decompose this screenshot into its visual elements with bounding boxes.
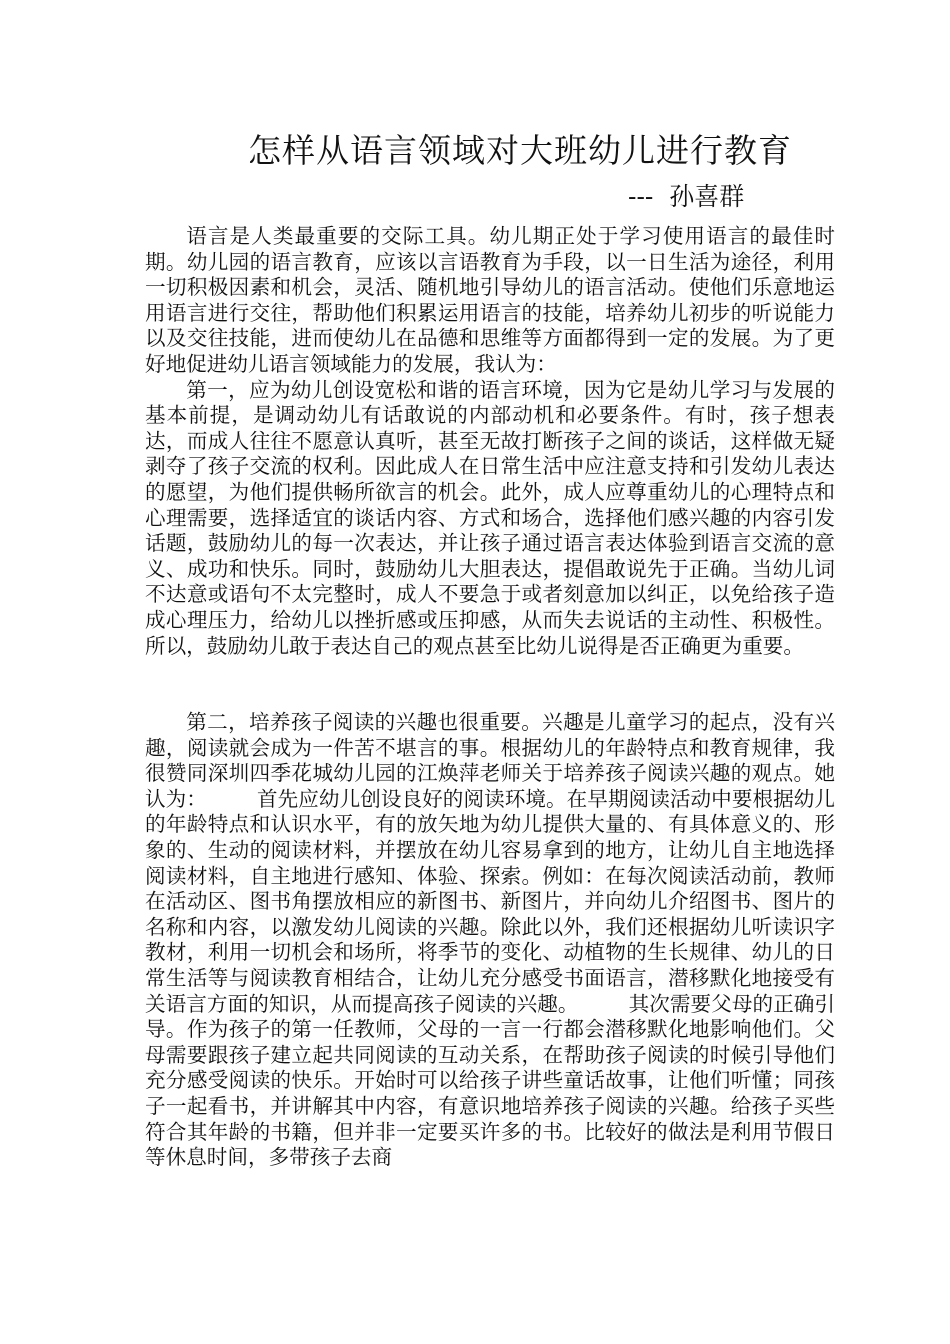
- document-title: 怎样从语言领域对大班幼儿进行教育: [248, 131, 792, 170]
- paragraph-first-point: 第一，应为幼儿创设宽松和谐的语言环境，因为它是幼儿学习与发展的基本前提，是调动幼儿有话敢说的内部动机和必要条件。有时，孩子想表达，而成人往往不愿意认真听，甚至无故打断孩子之间的谈话，这样做无疑剥夺了孩子交流的权利。因此成人在日常生活中应注意支持和引发幼儿表达的愿望，为他们提供畅所欲言的机会。此外，成人应尊重幼儿的心理特点和心理需要，选择适宜的谈话内容、方式和场合，选择他们感兴趣的内容引发话题，鼓励幼儿的每一次表达，并让孩子通过语言表达体验到语言交流的意义、成功和快乐。同时，鼓励幼儿大胆表达，提倡敢说先于正确。当幼儿词不达意或语句不太完整时，成人不要急于或者刻意加以纠正，以免给孩子造成心理压力，给幼儿以挫折感或压抑感，从而失去说话的主动性、积极性。所以，鼓励幼儿敢于表达自己的观点甚至比幼儿说得是否正确更为重要。: [145, 377, 835, 658]
- second-point-reading-environment: 首先应幼儿创设良好的阅读环境。在早期阅读活动中要根据幼儿的年龄特点和认识水平，有的放矢地为幼儿提供大量的、有具体意义的、形象的、生动的阅读材料，并摆放在幼儿容易拿到的地方，让幼儿自主地选择阅读材料，自主地进行感知、体验、探索。例如：在每次阅读活动前，教师在活动区、图书角摆放相应的新图书、新图片，并向幼儿介绍图书、图片的名称和内容，以激发幼儿阅读的兴趣。除此以外，我们还根据幼儿听读识字教材，利用一切机会和场所，将季节的变化、动植物的生长规律、幼儿的日常生活等与阅读教育相结合，让幼儿充分感受书面语言，潜移默化地接受有关语言方面的知识，从而提高孩子阅读的兴趣。: [145, 786, 835, 1016]
- paragraph-second-point: [145, 710, 835, 1171]
- second-point-intro: 第二，培养孩子阅读的兴趣也很重要。兴趣是儿童学习的起点，没有兴趣，阅读就会成为一件苦不堪言的事。根据幼儿的年龄特点和教育规律，我很赞同深圳四季花城幼儿园的江焕萍老师关于培养孩子阅读兴趣的观点。她认为：: [145, 710, 835, 811]
- author-line: --- 孙喜群: [628, 182, 745, 211]
- document-body: [145, 224, 835, 1171]
- second-point-parent-guidance: 其次需要父母的正确引导。作为孩子的第一任教师，父母的一言一行都会潜移默化地影响他们。父母需要跟孩子建立起共同阅读的互动关系，在帮助孩子阅读的时候引导他们充分感受阅读的快乐。开始时可以给孩子讲些童话故事，让他们听懂；同孩子一起看书，并讲解其中内容，有意识地培养孩子阅读的兴趣。给孩子买些符合其年龄的书籍，但并非一定要买许多的书。比较好的做法是利用节假日等休息时间，多带孩子去商: [145, 991, 835, 1170]
- paragraph-introduction: 语言是人类最重要的交际工具。幼儿期正处于学习使用语言的最佳时期。幼儿园的语言教育，应该以言语教育为手段，以一日生活为途径，利用一切积极因素和机会，灵活、随机地引导幼儿的语言活动。使他们乐意地运用语言进行交往，帮助他们积累运用语言的技能，培养幼儿初步的听说能力以及交往技能，进而使幼儿在品德和思维等方面都得到一定的发展。为了更好地促进幼儿语言领域能力的发展，我认为：: [145, 224, 835, 376]
- paragraph-spacer: [145, 659, 835, 710]
